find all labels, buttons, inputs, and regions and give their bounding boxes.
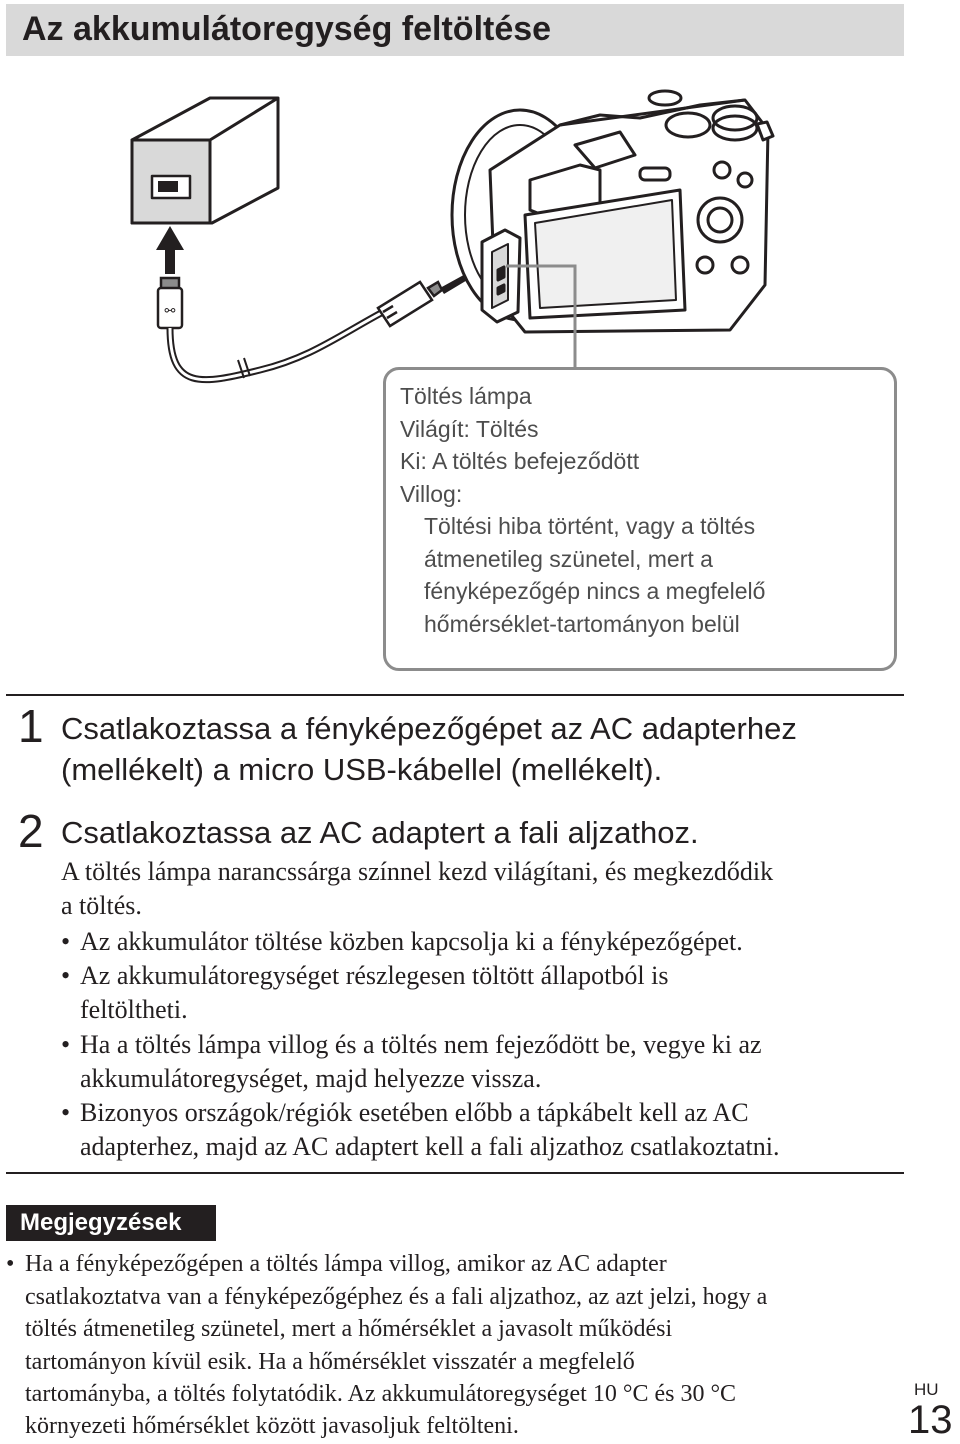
step-heading: Csatlakoztassa az AC adaptert a fali aljzathoz. bbox=[61, 815, 699, 850]
step-number: 2 bbox=[18, 805, 44, 857]
callout-line: Világít: Töltés bbox=[400, 415, 539, 442]
step-heading: (mellékelt) a micro USB-kábellel (mellékelt). bbox=[61, 752, 663, 787]
bullet-icon: • bbox=[6, 1251, 15, 1277]
note-line: tartományon kívül esik. Ha a hőmérséklet visszatér a megfelelő bbox=[25, 1349, 635, 1375]
insert-arrow-icon bbox=[156, 226, 184, 274]
bullet-text: akkumulátoregységet, majd helyezze vissza. bbox=[80, 1064, 542, 1093]
bullet-icon: • bbox=[61, 961, 71, 990]
bullet-text: Bizonyos országok/régiók esetében előbb a tápkábelt kell az AC bbox=[80, 1098, 749, 1127]
bullet-text: Az akkumulátoregységet részlegesen töltött állapotból is bbox=[80, 961, 669, 990]
note-line: töltés átmenetileg szünetel, mert a hőmérséklet a javasolt működési bbox=[25, 1316, 673, 1342]
page-number: 13 bbox=[908, 1398, 953, 1442]
callout-line: Villog: bbox=[400, 480, 463, 507]
bullet-icon: • bbox=[61, 1098, 71, 1127]
notes-heading: Megjegyzések bbox=[6, 1205, 216, 1241]
callout-indented-line: fényképezőgép nincs a megfelelő bbox=[424, 578, 766, 604]
step-heading: Csatlakoztassa a fényképezőgépet az AC adapterhez bbox=[61, 711, 797, 746]
note-line: tartományba, a töltés folytatódik. Az akkumulátoregységet 10 °C és 30 °C bbox=[25, 1381, 737, 1407]
step-number: 1 bbox=[18, 700, 44, 752]
note-line: Ha a fényképezőgépen a töltés lámpa villog, amikor az AC adapter bbox=[25, 1251, 667, 1277]
step-body-line: a töltés. bbox=[61, 891, 142, 920]
callout-indented-line: hőmérséklet-tartományon belül bbox=[424, 610, 740, 637]
bullet-icon: • bbox=[61, 1030, 71, 1059]
section-divider bbox=[6, 694, 904, 696]
camera-icon bbox=[452, 91, 773, 332]
usb-cable bbox=[170, 312, 383, 380]
ac-adapter-icon bbox=[132, 98, 278, 223]
note-line: környezeti hőmérséklet között javasoljuk feltölteni. bbox=[25, 1413, 519, 1439]
charging-illustration bbox=[0, 60, 960, 690]
page-title: Az akkumulátoregység feltöltése bbox=[22, 10, 552, 48]
bullet-text: Ha a töltés lámpa villog és a töltés nem fejeződött be, vegye ki az bbox=[80, 1030, 762, 1059]
bullet-icon: • bbox=[61, 927, 71, 956]
charge-lamp-callout bbox=[383, 367, 897, 671]
step-body-line: A töltés lámpa narancssárga színnel kezd világítani, és megkezdődik bbox=[61, 857, 774, 886]
usb-plug-icon bbox=[158, 278, 182, 328]
bullet-text: feltöltheti. bbox=[80, 995, 188, 1024]
bullet-text: adapterhez, majd az AC adaptert kell a fali aljzathoz csatlakoztatni. bbox=[80, 1132, 780, 1161]
micro-usb-plug-icon bbox=[378, 282, 442, 326]
section-divider bbox=[6, 1172, 904, 1174]
svg-text:⚯: ⚯ bbox=[164, 304, 176, 319]
title-bar bbox=[6, 4, 904, 56]
callout-line: Töltés lámpa bbox=[400, 383, 532, 409]
callout-line: Ki: A töltés befejeződött bbox=[400, 448, 640, 474]
callout-indented-line: Töltési hiba történt, vagy a töltés bbox=[424, 513, 756, 539]
callout-indented-line: átmenetileg szünetel, mert a bbox=[424, 545, 713, 572]
note-line: csatlakoztatva van a fényképezőgéphez és a fali aljzathoz, az azt jelzi, hogy a bbox=[25, 1284, 768, 1310]
language-code: HU bbox=[914, 1380, 939, 1399]
bullet-text: Az akkumulátor töltése közben kapcsolja ki a fényképezőgépet. bbox=[80, 927, 743, 956]
